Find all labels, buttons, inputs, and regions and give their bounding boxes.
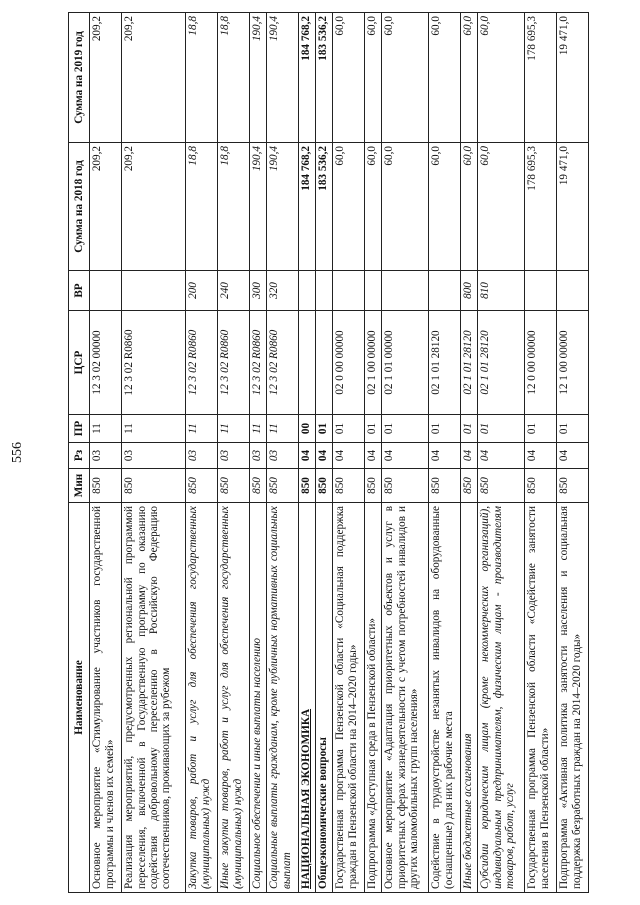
cell-sum-2019: 60,0 [461, 13, 478, 143]
cell-vr [122, 271, 186, 311]
table-row [429, 13, 461, 893]
cell-vr [365, 271, 382, 311]
cell-sum-2018: 209,2 [90, 143, 122, 271]
budget-table [68, 12, 589, 893]
cell-name: Содействие в трудоустройстве незанятых инвалидов на оборудованные (оснащенные) для них рабочие места [429, 503, 461, 893]
cell-min: 850 [478, 469, 525, 503]
cell-vr [90, 271, 122, 311]
column-header-csr: ЦСР [69, 311, 90, 415]
cell-name: Государственная программа Пензенской области «Содействие занятости населения в Пензенской области» [525, 503, 557, 893]
column-header-rz: Рз [69, 443, 90, 469]
cell-name: Иные бюджетные ассигнования [461, 503, 478, 893]
cell-sum-2019: 178 695,3 [525, 13, 557, 143]
cell-rz: 03 [122, 443, 186, 469]
cell-pr: 11 [218, 415, 250, 443]
cell-csr: 02 1 01 28120 [478, 311, 525, 415]
cell-pr: 01 [382, 415, 429, 443]
cell-sum-2019: 190,4 [250, 13, 267, 143]
column-header-sum-2018: Сумма на 2018 год [69, 143, 90, 271]
cell-rz: 04 [316, 443, 333, 469]
cell-csr: 12 3 02 R0860 [218, 311, 250, 415]
cell-sum-2019: 183 536,2 [316, 13, 333, 143]
cell-csr: 12 3 02 R0860 [267, 311, 299, 415]
cell-sum-2018: 60,0 [429, 143, 461, 271]
cell-csr: 02 1 01 00000 [382, 311, 429, 415]
table-row [316, 13, 333, 893]
cell-name: НАЦИОНАЛЬНАЯ ЭКОНОМИКА [299, 503, 316, 893]
cell-name: Реализация мероприятий, предусмотренных региональной программой переселения, включенной в Государственную программу по оказанию содействия добровольному переселению в Российскую Федерацию соотечественников, проживающих за рубежом [122, 503, 186, 893]
cell-rz: 04 [365, 443, 382, 469]
cell-csr: 02 0 00 00000 [333, 311, 365, 415]
table-row [333, 13, 365, 893]
table-row [478, 13, 525, 893]
cell-name: Иные закупки товаров, работ и услуг для обеспечения государственных (муниципальных) нужд [218, 503, 250, 893]
cell-min: 850 [382, 469, 429, 503]
cell-sum-2018: 60,0 [478, 143, 525, 271]
cell-sum-2019: 60,0 [478, 13, 525, 143]
table-row [365, 13, 382, 893]
cell-vr [333, 271, 365, 311]
cell-pr: 11 [267, 415, 299, 443]
cell-sum-2018: 18,8 [218, 143, 250, 271]
cell-min: 850 [461, 469, 478, 503]
cell-min: 850 [90, 469, 122, 503]
table-row [461, 13, 478, 893]
cell-csr [316, 311, 333, 415]
column-header-vr: ВР [69, 271, 90, 311]
cell-vr: 810 [478, 271, 525, 311]
table-row [525, 13, 557, 893]
cell-pr: 01 [365, 415, 382, 443]
cell-name: Общеэкономические вопросы [316, 503, 333, 893]
cell-min: 850 [186, 469, 218, 503]
cell-sum-2018: 209,2 [122, 143, 186, 271]
cell-pr: 01 [557, 415, 589, 443]
cell-min: 850 [316, 469, 333, 503]
cell-sum-2019: 19 471,0 [557, 13, 589, 143]
cell-min: 850 [557, 469, 589, 503]
cell-sum-2019: 60,0 [333, 13, 365, 143]
cell-sum-2018: 19 471,0 [557, 143, 589, 271]
cell-sum-2018: 190,4 [250, 143, 267, 271]
cell-csr: 12 3 02 00000 [90, 311, 122, 415]
cell-rz: 04 [478, 443, 525, 469]
cell-rz: 03 [218, 443, 250, 469]
cell-vr: 800 [461, 271, 478, 311]
cell-min: 850 [218, 469, 250, 503]
table-row [267, 13, 299, 893]
table-row [250, 13, 267, 893]
cell-name: Основное мероприятие «Стимулирование участников государственной программы и членов их семей» [90, 503, 122, 893]
cell-sum-2019: 190,4 [267, 13, 299, 143]
cell-rz: 04 [429, 443, 461, 469]
cell-csr: 12 3 02 R0860 [250, 311, 267, 415]
cell-csr: 02 1 01 28120 [429, 311, 461, 415]
cell-vr [429, 271, 461, 311]
page-number: 556 [10, 442, 25, 463]
cell-vr: 320 [267, 271, 299, 311]
column-header-sum-2019: Сумма на 2019 год [69, 13, 90, 143]
cell-pr: 00 [299, 415, 316, 443]
cell-sum-2019: 18,8 [218, 13, 250, 143]
cell-vr [382, 271, 429, 311]
cell-rz: 04 [333, 443, 365, 469]
cell-sum-2018: 178 695,3 [525, 143, 557, 271]
table-row [382, 13, 429, 893]
cell-sum-2018: 184 768,2 [299, 143, 316, 271]
cell-sum-2019: 209,2 [90, 13, 122, 143]
cell-pr: 11 [250, 415, 267, 443]
cell-vr [316, 271, 333, 311]
cell-csr: 12 3 02 R0860 [186, 311, 218, 415]
cell-sum-2018: 183 536,2 [316, 143, 333, 271]
cell-pr: 11 [122, 415, 186, 443]
cell-sum-2019: 18,8 [186, 13, 218, 143]
cell-min: 850 [333, 469, 365, 503]
cell-min: 850 [299, 469, 316, 503]
table-header-row [69, 13, 90, 893]
cell-sum-2019: 60,0 [365, 13, 382, 143]
cell-min: 850 [267, 469, 299, 503]
table-row [122, 13, 186, 893]
cell-pr: 01 [461, 415, 478, 443]
cell-min: 850 [429, 469, 461, 503]
cell-pr: 01 [478, 415, 525, 443]
cell-sum-2019: 60,0 [382, 13, 429, 143]
cell-rz: 03 [186, 443, 218, 469]
cell-rz: 04 [461, 443, 478, 469]
cell-csr: 12 3 02 R0860 [122, 311, 186, 415]
cell-vr [525, 271, 557, 311]
cell-name: Субсидии юридическим лицам (кроме некоммерческих организаций), индивидуальным предпринимателям, физическим лицам - производителям товаров, работ, услуг [478, 503, 525, 893]
table-row [186, 13, 218, 893]
column-header-name: Наименование [69, 503, 90, 893]
cell-min: 850 [250, 469, 267, 503]
cell-csr: 12 1 00 00000 [557, 311, 589, 415]
cell-csr: 12 0 00 00000 [525, 311, 557, 415]
cell-csr: 02 1 01 28120 [461, 311, 478, 415]
cell-pr: 01 [525, 415, 557, 443]
cell-vr [557, 271, 589, 311]
cell-name: Государственная программа Пензенской области «Социальная поддержка граждан в Пензенской области на 2014–2020 годы» [333, 503, 365, 893]
cell-min: 850 [525, 469, 557, 503]
cell-rz: 03 [250, 443, 267, 469]
cell-sum-2018: 60,0 [382, 143, 429, 271]
cell-rz: 04 [299, 443, 316, 469]
cell-csr [299, 311, 316, 415]
cell-rz: 03 [267, 443, 299, 469]
cell-sum-2018: 60,0 [333, 143, 365, 271]
cell-name: Социальное обеспечение и иные выплаты населению [250, 503, 267, 893]
cell-sum-2019: 60,0 [429, 13, 461, 143]
column-header-min: Мин [69, 469, 90, 503]
cell-rz: 03 [90, 443, 122, 469]
cell-sum-2018: 60,0 [365, 143, 382, 271]
cell-name: Подпрограмма «Доступная среда в Пензенской области» [365, 503, 382, 893]
cell-rz: 04 [382, 443, 429, 469]
cell-name: Закупка товаров, работ и услуг для обеспечения государственных (муниципальных) нужд [186, 503, 218, 893]
cell-rz: 04 [557, 443, 589, 469]
cell-sum-2019: 209,2 [122, 13, 186, 143]
cell-name: Подпрограмма «Активная политика занятости населения и социальная поддержка безработных граждан на 2014–2020 годы» [557, 503, 589, 893]
cell-sum-2018: 190,4 [267, 143, 299, 271]
cell-min: 850 [365, 469, 382, 503]
cell-csr: 02 1 00 00000 [365, 311, 382, 415]
cell-rz: 04 [525, 443, 557, 469]
cell-pr: 01 [429, 415, 461, 443]
cell-vr: 300 [250, 271, 267, 311]
cell-name: Основное мероприятие «Адаптация приоритетных объектов и услуг в приоритетных сферах жизнедеятельности с учетом потребностей инвалидов и других маломобильных групп населения» [382, 503, 429, 893]
cell-pr: 01 [316, 415, 333, 443]
cell-sum-2018: 60,0 [461, 143, 478, 271]
table-row [557, 13, 589, 893]
table-row [90, 13, 122, 893]
cell-vr: 200 [186, 271, 218, 311]
cell-vr: 240 [218, 271, 250, 311]
cell-pr: 01 [333, 415, 365, 443]
cell-pr: 11 [90, 415, 122, 443]
cell-sum-2018: 18,8 [186, 143, 218, 271]
cell-min: 850 [122, 469, 186, 503]
cell-name: Социальные выплаты гражданам, кроме публичных нормативных социальных выплат [267, 503, 299, 893]
cell-sum-2019: 184 768,2 [299, 13, 316, 143]
column-header-pr: ПР [69, 415, 90, 443]
cell-pr: 11 [186, 415, 218, 443]
cell-vr [299, 271, 316, 311]
table-row [299, 13, 316, 893]
table-row [218, 13, 250, 893]
